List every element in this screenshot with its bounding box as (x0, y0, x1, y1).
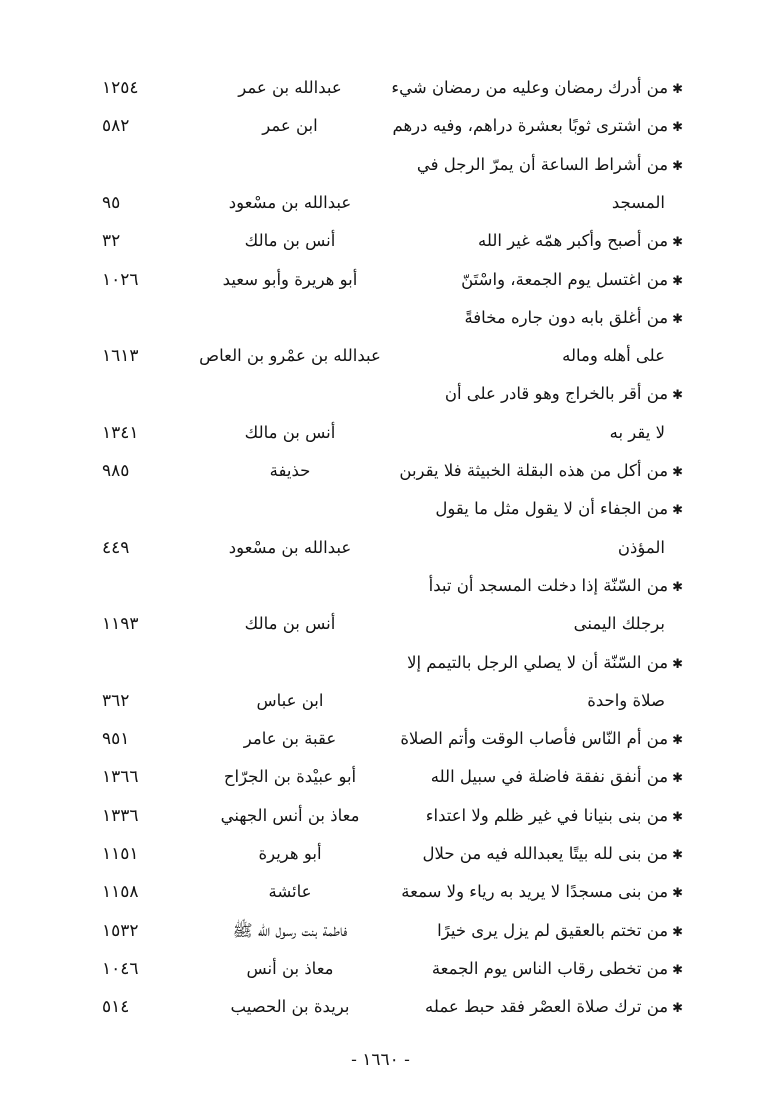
hadith-label: من أم النّاس فأصاب الوقت وأتم الصلاة (400, 729, 669, 748)
narrator-name: عبدالله بن عمْرو بن العاص (199, 346, 381, 365)
index-entry (0, 186, 761, 220)
hadith-text (461, 263, 683, 297)
entry-number: ٥١٤ (102, 997, 130, 1017)
hadith-label: صلاة واحدة (587, 691, 665, 710)
hadith-text (417, 148, 683, 182)
index-entry (0, 301, 761, 335)
asterisk-icon: ✱ (672, 159, 683, 174)
entry-number: ١١٥٨ (102, 882, 139, 902)
narrator-name: عائشة (268, 882, 312, 901)
asterisk-icon: ✱ (672, 771, 683, 786)
asterisk-icon: ✱ (672, 810, 683, 825)
index-entry (0, 990, 761, 1024)
index-entry (0, 454, 761, 488)
hadith-label: من أغلق بابه دون جاره مخافةً (464, 308, 669, 327)
hadith-label: من بنى مسجدًا لا يريد به رياء ولا سمعة (401, 882, 669, 901)
narrator-name: بريدة بن الحصيب (230, 997, 350, 1016)
asterisk-icon: ✱ (672, 388, 683, 403)
hadith-text (422, 837, 683, 871)
hadith-label: من اغتسل يوم الجمعة، واسْتَنّ (461, 270, 669, 289)
entry-number: ٤٤٩ (102, 538, 130, 558)
index-entry (0, 837, 761, 871)
hadith-label: برجلك اليمنى (573, 614, 665, 633)
hadith-text (478, 224, 683, 258)
entry-number: ١٣٦٦ (102, 767, 139, 787)
narrator-name: عبدالله بن مسْعود (228, 538, 352, 557)
narrator-name: عبدالله بن عمر (238, 78, 342, 97)
entry-number: ١١٥١ (102, 844, 139, 864)
asterisk-icon: ✱ (672, 848, 683, 863)
index-entry (0, 875, 761, 909)
asterisk-icon: ✱ (672, 465, 683, 480)
hadith-label: من تخطى رقاب الناس يوم الجمعة (431, 959, 669, 978)
hadith-label: من السّنّة أن لا يصلي الرجل بالتيمم إلا (407, 653, 669, 672)
index-entry (0, 148, 761, 182)
narrator-name: ابن عمر (262, 116, 318, 135)
index-entry (0, 416, 761, 450)
narrator-name: عقبة بن عامر (243, 729, 337, 748)
entry-number: ٣٢ (102, 231, 121, 251)
index-entry (0, 952, 761, 986)
hadith-text (400, 722, 683, 756)
asterisk-icon: ✱ (672, 1001, 683, 1016)
hadith-label: من أنفق نفقة فاضلة في سبيل الله (430, 767, 669, 786)
hadith-text (612, 186, 665, 220)
entry-number: ١١٩٣ (102, 614, 139, 634)
hadith-text (437, 914, 683, 948)
hadith-label: المسجد (611, 193, 665, 212)
index-entry (0, 224, 761, 258)
hadith-text (392, 109, 683, 143)
index-entry (0, 760, 761, 794)
asterisk-icon: ✱ (672, 120, 683, 135)
entry-number: ١٢٥٤ (102, 78, 139, 98)
narrator-name: حذيفة (269, 461, 311, 480)
hadith-text (432, 952, 683, 986)
asterisk-icon: ✱ (672, 925, 683, 940)
hadith-label: من أدرك رمضان وعليه من رمضان شيء (391, 78, 669, 97)
hadith-label: من أقر بالخراج وهو قادر على أن (444, 384, 669, 403)
asterisk-icon: ✱ (672, 657, 683, 672)
index-entry (0, 914, 761, 948)
index-entry (0, 531, 761, 565)
hadith-label: من السّنّة إذا دخلت المسجد أن تبدأ (428, 576, 669, 595)
asterisk-icon: ✱ (672, 503, 683, 518)
hadith-text (407, 646, 683, 680)
entry-number: ١٠٢٦ (102, 270, 139, 290)
entry-number: ٩٨٥ (102, 461, 130, 481)
index-entry (0, 607, 761, 641)
hadith-label: من أشراط الساعة أن يمرّ الرجل في (416, 155, 669, 174)
narrator-name: أبو هريرة (258, 844, 322, 863)
hadith-label: المؤذن (617, 538, 665, 557)
hadith-text (391, 71, 683, 105)
entry-number: ١٣٤١ (102, 423, 139, 443)
asterisk-icon: ✱ (672, 580, 683, 595)
hadith-text (401, 875, 683, 909)
index-entry (0, 109, 761, 143)
hadith-label: من بنى لله بيتًا يعبدالله فيه من حلال (422, 844, 669, 863)
hadith-label: من الجفاء أن لا يقول مثل ما يقول (435, 499, 669, 518)
entry-number: ٩٥ (102, 193, 121, 213)
narrator-name: ابن عباس (256, 691, 324, 710)
hadith-text (431, 760, 683, 794)
asterisk-icon: ✱ (672, 235, 683, 250)
entry-number: ٩٥١ (102, 729, 130, 749)
index-entry (0, 492, 761, 526)
asterisk-icon: ✱ (672, 733, 683, 748)
narrator-name: عبدالله بن مسْعود (228, 193, 352, 212)
narrator-name: أبو هريرة وأبو سعيد (222, 270, 358, 289)
asterisk-icon: ✱ (672, 82, 683, 97)
hadith-text (464, 301, 683, 335)
hadith-label: من اشترى ثوبًا بعشرة دراهم، وفيه درهم (392, 116, 669, 135)
hadith-label: من ترك صلاة العصْر فقد حبط عمله (425, 997, 669, 1016)
page-number: - ١٦٦٠ - (351, 1050, 410, 1070)
entry-number: ١٦١٣ (102, 346, 139, 366)
hadith-text (562, 339, 665, 373)
hadith-label: لا يقر به (609, 423, 665, 442)
hadith-text (445, 377, 683, 411)
hadith-label: من بنى بنيانا في غير ظلم ولا اعتداء (425, 806, 669, 825)
asterisk-icon: ✱ (672, 274, 683, 289)
entry-number: ١٣٣٦ (102, 806, 139, 826)
entry-number: ١٥٣٢ (102, 921, 139, 941)
hadith-label: على أهله وماله (562, 346, 665, 365)
narrator-name: أنس بن مالك (244, 423, 336, 442)
hadith-text (610, 416, 665, 450)
asterisk-icon: ✱ (672, 312, 683, 327)
index-entry (0, 263, 761, 297)
narrator-name: أنس بن مالك (244, 614, 336, 633)
entry-number: ٣٦٢ (102, 691, 130, 711)
hadith-text (399, 454, 683, 488)
hadith-text (587, 684, 665, 718)
index-entry (0, 684, 761, 718)
narrator-name: معاذ بن أنس (246, 959, 334, 978)
index-entry (0, 71, 761, 105)
hadith-text (425, 990, 683, 1024)
hadith-label: من أكل من هذه البقلة الخبيثة فلا يقربن (399, 461, 669, 480)
hadith-text (618, 531, 665, 565)
index-entry (0, 569, 761, 603)
index-entry (0, 799, 761, 833)
narrator-name: أبو عبيْدة بن الجرّاح (223, 767, 357, 786)
entry-number: ٥٨٢ (102, 116, 130, 136)
index-entry (0, 339, 761, 373)
narrator-name: أنس بن مالك (244, 231, 336, 250)
index-entry (0, 722, 761, 756)
index-entry (0, 377, 761, 411)
hadith-label: من تختم بالعقيق لم يزل يرى خيرًا (437, 921, 669, 940)
asterisk-icon: ✱ (672, 886, 683, 901)
narrator-name: فاطمة بنت رسول الله ﷺ (232, 921, 348, 940)
asterisk-icon: ✱ (672, 963, 683, 978)
index-entry (0, 646, 761, 680)
narrator-name: معاذ بن أنس الجهني (220, 806, 360, 825)
hadith-text (426, 799, 683, 833)
hadith-text (435, 492, 683, 526)
entry-number: ١٠٤٦ (102, 959, 139, 979)
hadith-label: من أصبح وأكبر همّه غير الله (478, 231, 669, 250)
hadith-text (574, 607, 665, 641)
hadith-text (429, 569, 683, 603)
